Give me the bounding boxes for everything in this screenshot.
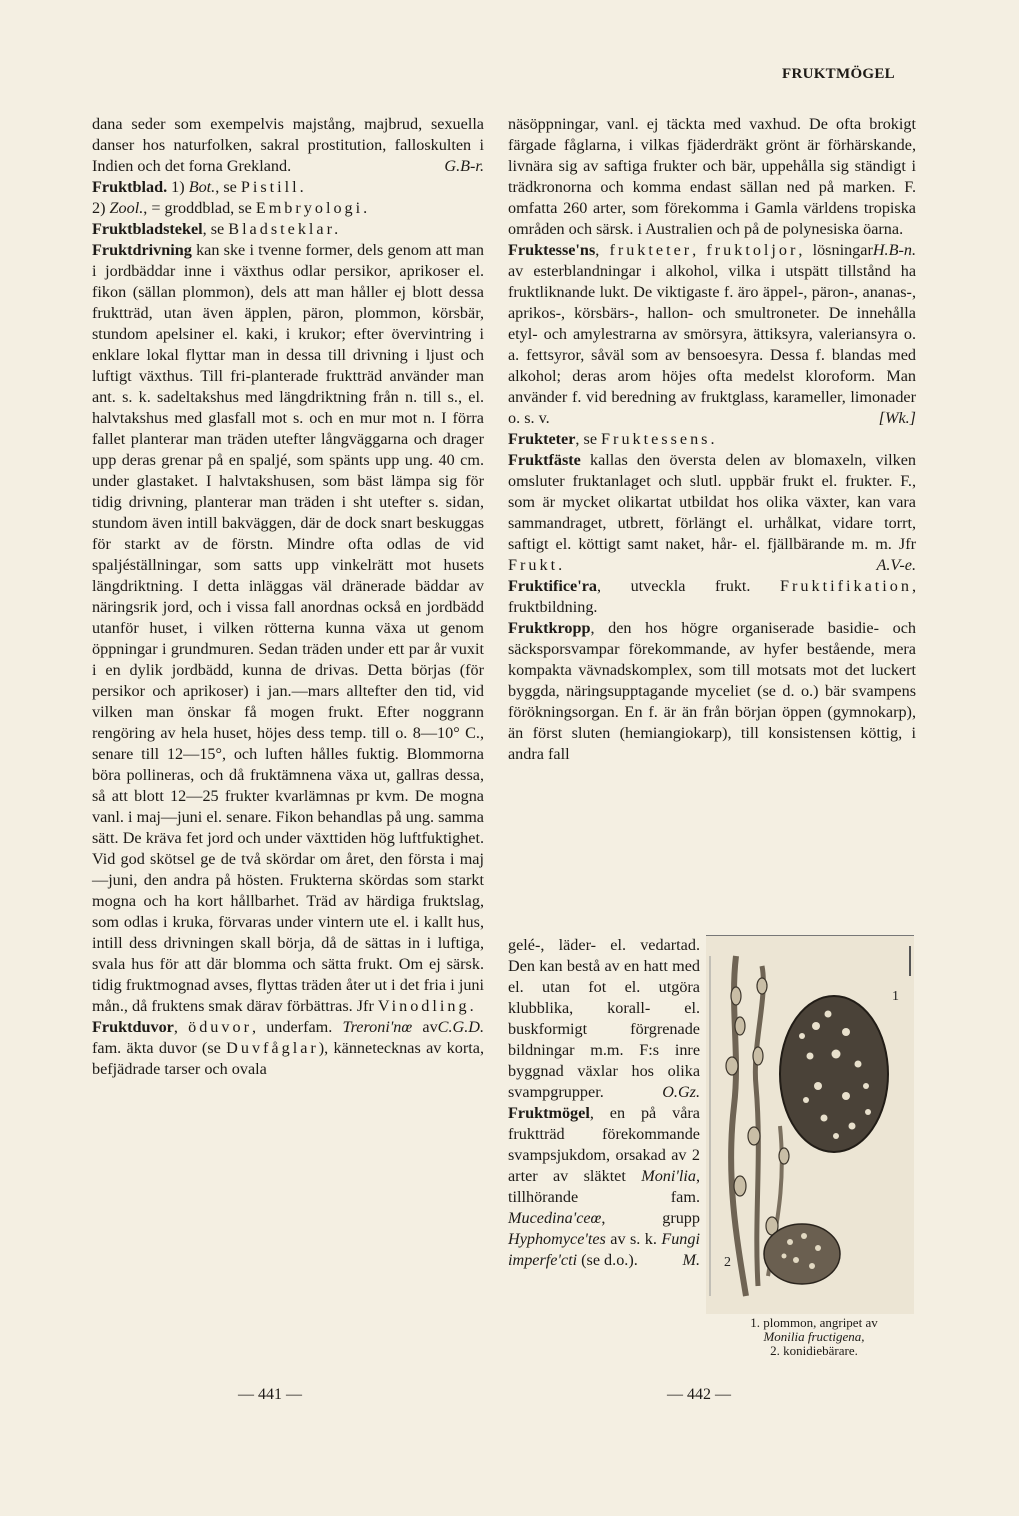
entry-continuation: dana seder som exempelvis majstång, majbrud, sexuella danser hos naturfolken, sakral prostitution, falloskulten i Indien och det forna Grekland. G.B-r. <box>92 115 484 175</box>
figure-label-2: 2 <box>724 1255 731 1270</box>
running-head: FRUKTMÖGEL <box>781 66 895 82</box>
entry-fruktkropp-continuation: gelé-, läder- el. vedartad. Den kan bestå av en hatt med el. utan fot el. utgöra klubblika, korall- el. buskformigt förgrenade bildningar m.m. F:s inre byggnad växlar hos olika svampgrupper. O.Gz. <box>508 936 700 1101</box>
plum-1 <box>780 996 888 1152</box>
right-column <box>508 114 916 765</box>
page-number-left: — 441 — <box>238 1386 302 1403</box>
entry-frukteter: Frukteter, se Fruktessens. <box>508 430 718 448</box>
entry-fruktmogel: Fruktmögel, en på våra fruktträd förekommande svampsjukdom, orsakad av 2 arter av släktet Moni'lia, tillhörande fam. Mucedina'ceœ, grupp Hyphomyce'tes av s. k. Fungi imperfe'cti (se d.o.). M. <box>508 1104 700 1269</box>
figure-monilia <box>706 935 918 1315</box>
entry-fruktduvor-continuation: näsöppningar, vanl. ej täckta med vaxhud. De ofta brokigt färgade fåglarna, i vilkas fjäderdräkt grönt är förhärskande, livnära sig av saftiga frukter och bär, uppehålla sig ständigt i trädkronorna och komma endast sällan ned på marken. F. omfatta 260 arter, som förekomma i Gamla världens tropiska områden och särsk. i Australien och på de polynesiska öarna. H.B-n. <box>508 115 916 259</box>
entry-fruktificera: Fruktifice'ra, utveckla frukt. Fruktifikation, fruktbildning. <box>508 577 916 616</box>
entry-fruktblad-2: 2) Zool., = groddblad, se Embryologi. <box>92 199 371 217</box>
figure-wrapped-text <box>508 935 700 1271</box>
figure-caption: 1. plommon, angripet av Monilia fructigena, 2. konidiebärare. <box>750 1315 878 1358</box>
figure-label-1: 1 <box>892 989 899 1004</box>
page-number-right: — 442 — <box>667 1386 731 1403</box>
entry-fruktblad: Fruktblad. 1) Bot., se Pistill. <box>92 178 307 196</box>
entry-fruktessens: Fruktesse'ns, frukteter, fruktoljor, lösningar av esterblandningar i alkohol, vilka i utspätt tillstånd ha fruktliknande lukt. De viktigaste f. äro äppel-, päron-, ananas-, aprikos-, körsbärs-, hallon- och smultroneter. De innehålla etyl- och amylestrarna av smörsyra, ättiksyra, valeriansyra o. a. fettsyror, såväl som av bensoesyra. Dessa f. blandas med alkohol; deras arom höjes ofta medelst kloroform. Man använder f. vid beredning av fruktglass, karameller, limonader o. s. v. [Wk.] <box>508 241 916 427</box>
left-column <box>92 114 484 1080</box>
plum-2 <box>764 1224 840 1284</box>
entry-fruktduvor: Fruktduvor, öduvor, underfam. Treroni'nœ av fam. äkta duvor (se Duvfåglar), kännetecknas av korta, befjädrade tarser och ovala <box>92 1018 484 1078</box>
entry-fruktkropp: Fruktkropp, den hos högre organiserade basidie- och säcksporsvampar förekommande, av hyfer bestående, mera kompakta vävnadskomplex, som till motsats mot det luckert byggda, näringsupptagande myceliet (se d. o.) bär svampens förökningsorgan. En f. är än från början öppen (gymnokarp), än först sluten (hemiangiokarp), till konsistensen köttig, i andra fall <box>508 619 916 763</box>
entry-fruktfaste: Fruktfäste kallas den översta delen av blomaxeln, vilken omsluter fruktanlaget och slutl. uppbär frukt el. frukter. F., som är mycket olikartat utbildat hos olika växter, kan vara sammandraget, utbrett, förlängt el. urhålkat, vidare torrt, saftigt el. köttigt samt naket, hår- el. fjällbärande m. m. Jfr Frukt. A.V-e. <box>508 451 916 574</box>
monilia-illustration <box>706 935 914 1314</box>
entry-fruktbladstekel: Fruktbladstekel, se Bladsteklar. <box>92 220 342 238</box>
entry-fruktdrivning: Fruktdrivning kan ske i tvenne former, dels genom att man i jordbäddar inne i växthus odlar persikor, aprikoser el. fikon (sällan plommon), dels att man håller ej blott dessa fruktträd, utan även äpplen, päron, plommon, körsbär, stundom apelsiner el. kaki, i krukor; efter övervintring i enklare lokal flyttar man in dessa till drivning i ljust och luftigt växthus. Till fri-planterade fruktträd använder man ant. s. k. sadeltakshus med längdriktning från n. till s., el. halvtakshus med glasfall mot s. och en mur mot n. I förra fallet planterar man träden utefter långväggarna och drager upp deras grenar på en spaljé, som spänts upp ung. 40 cm. under glastaket. I halvtakshusen, som bäst lämpa sig för tidig drivning, planterar man träden i sht utefter s. sidan, stundom även intill bakväggen, där de dock snart beskuggas för starkt av de förstn. Mindre ofta odlas de vid spaljéställningar, som satts upp vinkelrätt mot husets längdriktning. I detta inläggas väl dränerade bäddar av näringsrik jord, och i vissa fall anordnas också en jordbädd utanför huset, i vilken rötterna kunna växa ut genom öppningar i grundmuren. Sedan träden under ett par år vuxit i en dylik jordbädd, kunna de drivas. Detta börjas (för persikor och aprikoser) i jan.—mars alltefter den tid, vid vilken man önskar få mogen frukt. Efter noggrann rengöring av hela huset, höjes dess temp. till o. 8—10° C., senare till 12—15°, och luften hålles fuktig. Blommorna böra pollineras, och då fruktämnena växa ut, gallras dessa, så att blott 12—25 frukter kvarlämnas pr kvm. De mogna vanl. i maj—juni el. senare. Fikon behandlas på ung. samma sätt. De kräva fet jord och under växttiden hög luftfuktighet. Vid god skötsel ge de två skördar om året, den första i maj—juni, den andra på hösten. Frukterna skördas som starkt mogna och ha kort hållbarhet. Träd av härdiga fruktslag, som odlas i kruka, förvaras under vintern ute el. i kallt hus, intill dess drivningen skall börja, då de sättas in i luftiga, svala hus för att där blomma och sätta frukt. Om ej särsk. tidig fruktmognad avses, flyttas träden åter ut i det fria i juni mån., då fruktens smak därav förbättras. Jfr Vinodling. C.G.D. <box>92 241 484 1036</box>
